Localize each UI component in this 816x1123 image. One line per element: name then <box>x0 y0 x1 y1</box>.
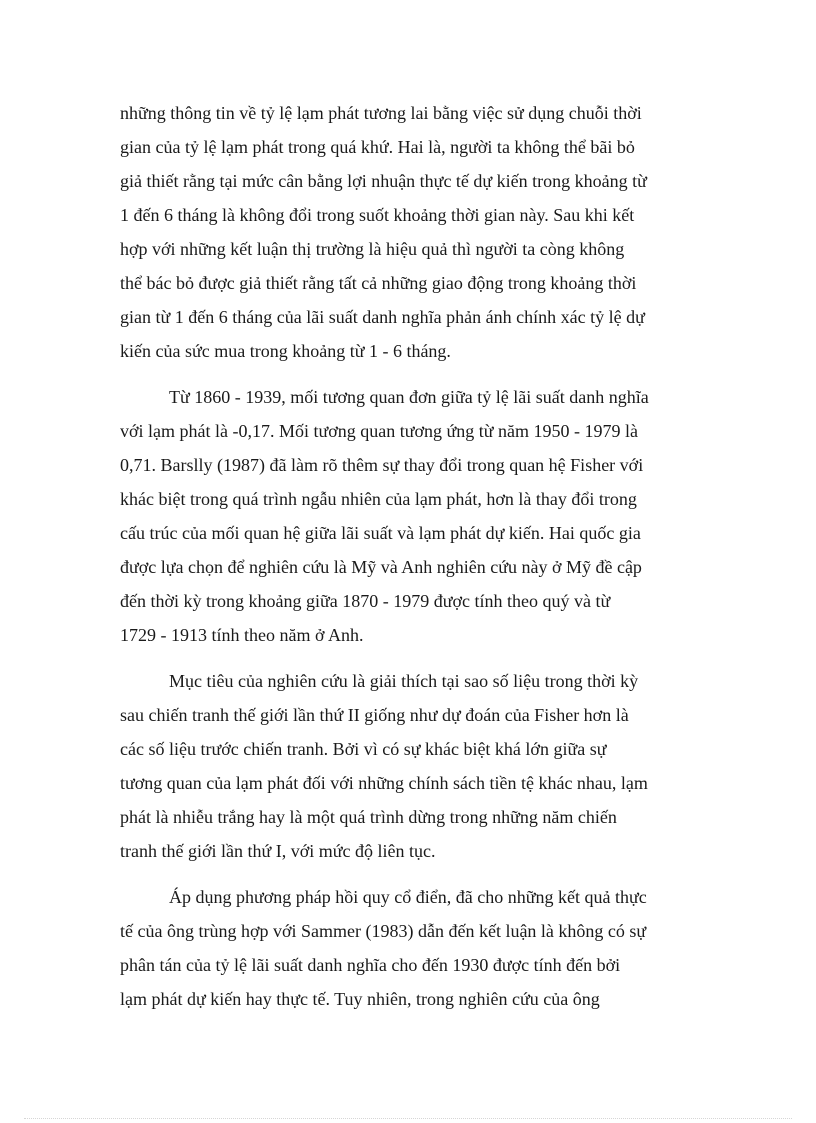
paragraph-4 <box>120 880 696 1016</box>
text-line: với lạm phát là -0,17. Mối tương quan tương ứng từ năm 1950 - 1979 là <box>120 421 639 441</box>
text-line: lạm phát dự kiến hay thực tế. Tuy nhiên, trong nghiên cứu của ông <box>120 989 600 1009</box>
text-line: gian của tỷ lệ lạm phát trong quá khứ. Hai là, người ta không thể bãi bỏ <box>120 137 635 157</box>
paragraph-3 <box>120 664 696 868</box>
text-line: khác biệt trong quá trình ngẫu nhiên của lạm phát, hơn là thay đổi trong <box>120 489 637 509</box>
text-line: thể bác bỏ được giả thiết rằng tất cả những giao động trong khoảng thời <box>120 273 637 293</box>
text-line: sau chiến tranh thế giới lần thứ II giống như dự đoán của Fisher hơn là <box>120 705 629 725</box>
text-line: các số liệu trước chiến tranh. Bởi vì có sự khác biệt khá lớn giữa sự <box>120 739 607 759</box>
text-line: những thông tin về tỷ lệ lạm phát tương lai bằng việc sử dụng chuỗi thời <box>120 103 642 123</box>
text-line: kiến của sức mua trong khoảng từ 1 - 6 tháng. <box>120 341 451 361</box>
text-line: Từ 1860 - 1939, mối tương quan đơn giữa tỷ lệ lãi suất danh nghĩa <box>169 387 649 407</box>
text-line: gian từ 1 đến 6 tháng của lãi suất danh nghĩa phản ánh chính xác tỷ lệ dự <box>120 307 645 327</box>
text-line: tranh thế giới lần thứ I, với mức độ liên tục. <box>120 841 436 861</box>
text-line: 0,71. Barslly (1987) đã làm rõ thêm sự thay đổi trong quan hệ Fisher với <box>120 455 644 475</box>
text-line: cấu trúc của mối quan hệ giữa lãi suất và lạm phát dự kiến. Hai quốc gia <box>120 523 641 543</box>
text-line: Mục tiêu của nghiên cứu là giải thích tại sao số liệu trong thời kỳ <box>169 671 639 691</box>
document-body <box>120 96 696 1028</box>
paragraph-1 <box>120 96 696 368</box>
text-line: giả thiết rằng tại mức cân bằng lợi nhuận thực tế dự kiến trong khoảng từ <box>120 171 647 191</box>
text-line: 1729 - 1913 tính theo năm ở Anh. <box>120 625 364 645</box>
text-line: đến thời kỳ trong khoảng giữa 1870 - 1979 được tính theo quý và từ <box>120 591 611 611</box>
text-line: 1 đến 6 tháng là không đổi trong suốt khoảng thời gian này. Sau khi kết <box>120 205 635 225</box>
text-line: Áp dụng phương pháp hồi quy cổ điển, đã cho những kết quả thực <box>169 887 647 907</box>
page-border-line <box>24 1118 792 1119</box>
text-line: hợp với những kết luận thị trường là hiệu quả thì người ta còng không <box>120 239 625 259</box>
text-line: phát là nhiễu trắng hay là một quá trình dừng trong những năm chiến <box>120 807 617 827</box>
paragraph-2 <box>120 380 696 652</box>
text-line: phân tán của tỷ lệ lãi suất danh nghĩa cho đến 1930 được tính đến bởi <box>120 955 621 975</box>
text-line: được lựa chọn để nghiên cứu là Mỹ và Anh nghiên cứu này ở Mỹ đề cập <box>120 557 642 577</box>
text-line: tế của ông trùng hợp với Sammer (1983) dẫn đến kết luận là không có sự <box>120 921 647 941</box>
text-line: tương quan của lạm phát đối với những chính sách tiền tệ khác nhau, lạm <box>120 773 648 793</box>
